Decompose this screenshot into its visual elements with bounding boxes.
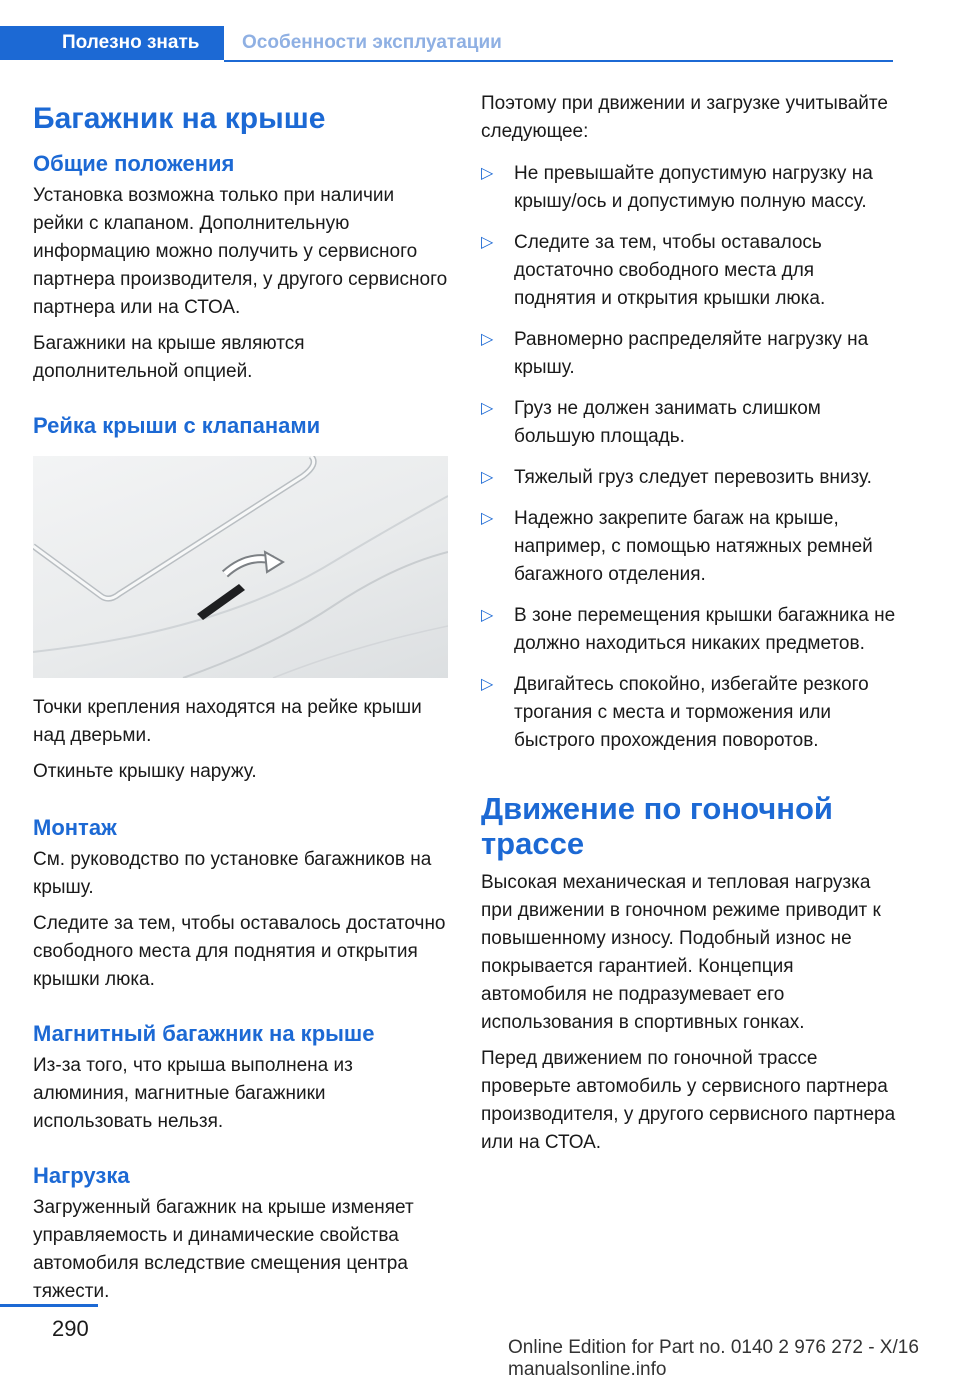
list-item: ▷ Груз не должен занимать слишком большую площадь. (481, 395, 896, 451)
rail-paragraph-1: Точки крепления находятся на рейке крыши над дверьми. (33, 697, 422, 746)
triangle-bullet-icon: ▷ (481, 234, 494, 251)
triangle-bullet-icon: ▷ (481, 165, 494, 182)
header-section-tab: Полезно знать (0, 26, 224, 60)
list-item: ▷ Не превышайте допустимую нагрузку на крышу/ось и допустимую полную массу. (481, 160, 896, 216)
general-heading: Общие положения (33, 151, 235, 176)
footer-rule (0, 1304, 98, 1307)
roof-rail-photo (33, 456, 448, 678)
list-item: ▷ Следите за тем, чтобы оставалось достаточно свободного места для поднятия и открытия крышки люка. (481, 229, 896, 313)
general-paragraph-2: Багажники на крыше являются дополнительной опцией. (33, 333, 305, 382)
list-item: ▷ Тяжелый груз следует перевозить внизу. (481, 464, 896, 492)
precautions-intro: Поэтому при движении и загрузке учитывайте следующее: (481, 93, 888, 142)
race-track-paragraph-2: Перед движением по гоночной трассе проверьте автомобиль у сервисного партнера производителя, у другого сервисного партнера или на СТОА. (481, 1048, 896, 1153)
mount-paragraph-2: Следите за тем, чтобы оставалось достаточно свободного места для поднятия и открытия крышки люка. (33, 913, 446, 990)
triangle-bullet-icon: ▷ (481, 469, 494, 486)
triangle-bullet-icon: ▷ (481, 676, 494, 693)
load-paragraph-1: Загруженный багажник на крыше изменяет управляемость и динамические свойства автомобиля вследствие смещения центра тяжести. (33, 1197, 414, 1302)
list-item: ▷ Надежно закрепите багаж на крыше, например, с помощью натяжных ремней багажного отделения. (481, 505, 896, 589)
magnetic-paragraph-1: Из-за того, что крыша выполнена из алюминия, магнитные багажники использовать нельзя. (33, 1055, 353, 1132)
header-rule (224, 60, 893, 62)
watermark (508, 1337, 960, 1381)
mount-paragraph-1: См. руководство по установке багажников на крышу. (33, 849, 432, 898)
header-chapter-tab: Особенности эксплуатации (242, 32, 502, 53)
general-paragraph-1: Установка возможна только при наличии рейки с клапаном. Дополнительную информацию можно получить у сервисного партнера производителя, у другого сервисного партнера или на СТОА. (33, 185, 448, 318)
rail-heading: Рейка крыши с клапанами (33, 413, 321, 438)
triangle-bullet-icon: ▷ (481, 331, 494, 348)
watermark-text: Online Edition for Part no. 0140 2 976 272 - X/16 manualsonline.info (508, 1337, 919, 1380)
magnetic-heading: Магнитный багажник на крыше (33, 1021, 375, 1046)
mount-heading: Монтаж (33, 815, 117, 840)
triangle-bullet-icon: ▷ (481, 400, 494, 417)
right-column (481, 90, 896, 1165)
page-header (0, 26, 893, 62)
roof-rack-title: Багажник на крыше (33, 102, 326, 135)
triangle-bullet-icon: ▷ (481, 607, 494, 624)
left-column (33, 90, 448, 1314)
race-track-paragraph-1: Высокая механическая и тепловая нагрузка при движении в гоночном режиме приводит к повышенному износу. Подобный износ не покрывается гарантией. Концепция автомобиля не подразумевает его использования в спортивных гонках. (481, 872, 881, 1033)
triangle-bullet-icon: ▷ (481, 510, 494, 527)
list-item: ▷ Равномерно распределяйте нагрузку на крышу. (481, 326, 896, 382)
rail-paragraph-2: Откиньте крышку наружу. (33, 761, 257, 782)
race-track-title: Движение по гоночной трассе (481, 791, 833, 861)
roof-rail-illustration (33, 456, 448, 678)
list-item: ▷ В зоне перемещения крышки багажника не должно находиться никаких предметов. (481, 602, 896, 658)
page-number: 290 (52, 1316, 89, 1341)
load-heading: Нагрузка (33, 1163, 130, 1188)
list-item: ▷ Двигайтесь спокойно, избегайте резкого трогания с места и торможения или быстрого прохождения поворотов. (481, 671, 896, 755)
precautions-list (481, 160, 896, 755)
